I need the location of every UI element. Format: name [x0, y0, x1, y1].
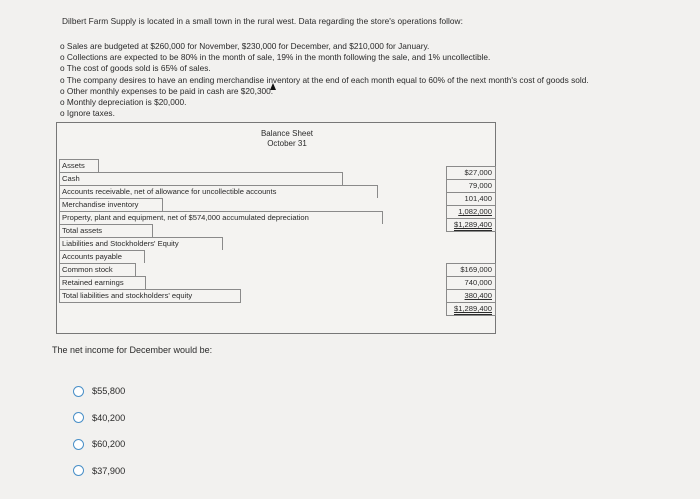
answer-option[interactable] — [73, 458, 125, 485]
liabilities-header: Liabilities and Stockholders' Equity — [59, 237, 223, 250]
balance-sheet-date: October 31 — [267, 139, 307, 148]
amount-ppe-value: 1,082,000 — [458, 207, 492, 216]
answer-label[interactable]: $55,800 — [92, 386, 126, 397]
amount-total-liab-value: $1,289,400 — [453, 304, 492, 313]
liability-amounts — [446, 263, 496, 316]
answer-label[interactable]: $60,200 — [92, 439, 126, 450]
answer-label[interactable]: $37,900 — [92, 465, 126, 476]
radio-button-icon[interactable] — [73, 412, 84, 423]
amount-cash: $27,000 — [446, 166, 496, 179]
amount-ppe — [446, 205, 496, 218]
row-label-retained-earnings: Retained earnings — [59, 276, 146, 289]
amount-total-liabilities-equity — [446, 302, 496, 316]
row-label-cash: Cash — [59, 172, 343, 185]
list-item: o The cost of goods sold is 65% of sales. — [60, 63, 211, 74]
balance-sheet-heading: Balance Sheet — [260, 129, 314, 138]
row-label-merchandise-inventory: Merchandise inventory — [59, 198, 163, 211]
radio-button-icon[interactable] — [73, 386, 84, 397]
assets-header: Assets — [59, 159, 99, 172]
radio-button-icon[interactable] — [73, 465, 84, 476]
assumptions-list — [60, 41, 589, 119]
list-item: o Collections are expected to be 80% in the month of sale, 19% in the month following the sale, and 1% uncollectible. — [60, 52, 491, 63]
amount-retained-earnings-value: 380,400 — [464, 291, 492, 300]
amount-retained-earnings — [446, 289, 496, 302]
list-item: o The company desires to have an ending merchandise inventory at the end of each month equal to 60% of the next month's cost of goods sold. — [60, 74, 589, 85]
answer-options — [73, 378, 125, 484]
row-label-common-stock: Common stock — [59, 263, 136, 276]
amount-accounts-receivable: 79,000 — [446, 179, 496, 192]
balance-sheet-labels — [59, 159, 379, 303]
asset-amounts — [446, 166, 496, 232]
row-label-accounts-receivable: Accounts receivable, net of allowance for uncollectible accounts — [59, 185, 378, 198]
answer-option[interactable] — [73, 431, 125, 458]
amount-accounts-payable: $169,000 — [446, 263, 496, 276]
row-label-accounts-payable: Accounts payable — [59, 250, 145, 263]
row-label-total-assets: Total assets — [59, 224, 153, 237]
answer-option[interactable] — [73, 378, 125, 405]
row-label-total-liabilities-equity: Total liabilities and stockholders' equity — [59, 289, 241, 303]
amount-merchandise-inventory: 101,400 — [446, 192, 496, 205]
answer-option[interactable] — [73, 405, 125, 432]
list-item: o Other monthly expenses to be paid in cash are $20,300. — [60, 85, 274, 96]
balance-sheet — [56, 122, 496, 334]
amount-total-assets-value: $1,289,400 — [453, 220, 492, 229]
balance-sheet-title — [247, 129, 327, 149]
list-item: o Sales are budgeted at $260,000 for November, $230,000 for December, and $210,000 for January. — [60, 41, 430, 51]
radio-button-icon[interactable] — [73, 439, 84, 450]
question-text: The net income for December would be: — [52, 345, 213, 355]
intro-text: Dilbert Farm Supply is located in a small town in the rural west. Data regarding the store's operations follow: — [62, 16, 463, 26]
amount-total-assets — [446, 218, 496, 232]
row-label-ppe: Property, plant and equipment, net of $574,000 accumulated depreciation — [59, 211, 383, 224]
amount-common-stock: 740,000 — [446, 276, 496, 289]
answer-label[interactable]: $40,200 — [92, 412, 126, 423]
list-item: o Monthly depreciation is $20,000. — [60, 97, 187, 108]
list-item: o Ignore taxes. — [60, 108, 115, 119]
mouse-cursor-icon — [270, 83, 276, 90]
